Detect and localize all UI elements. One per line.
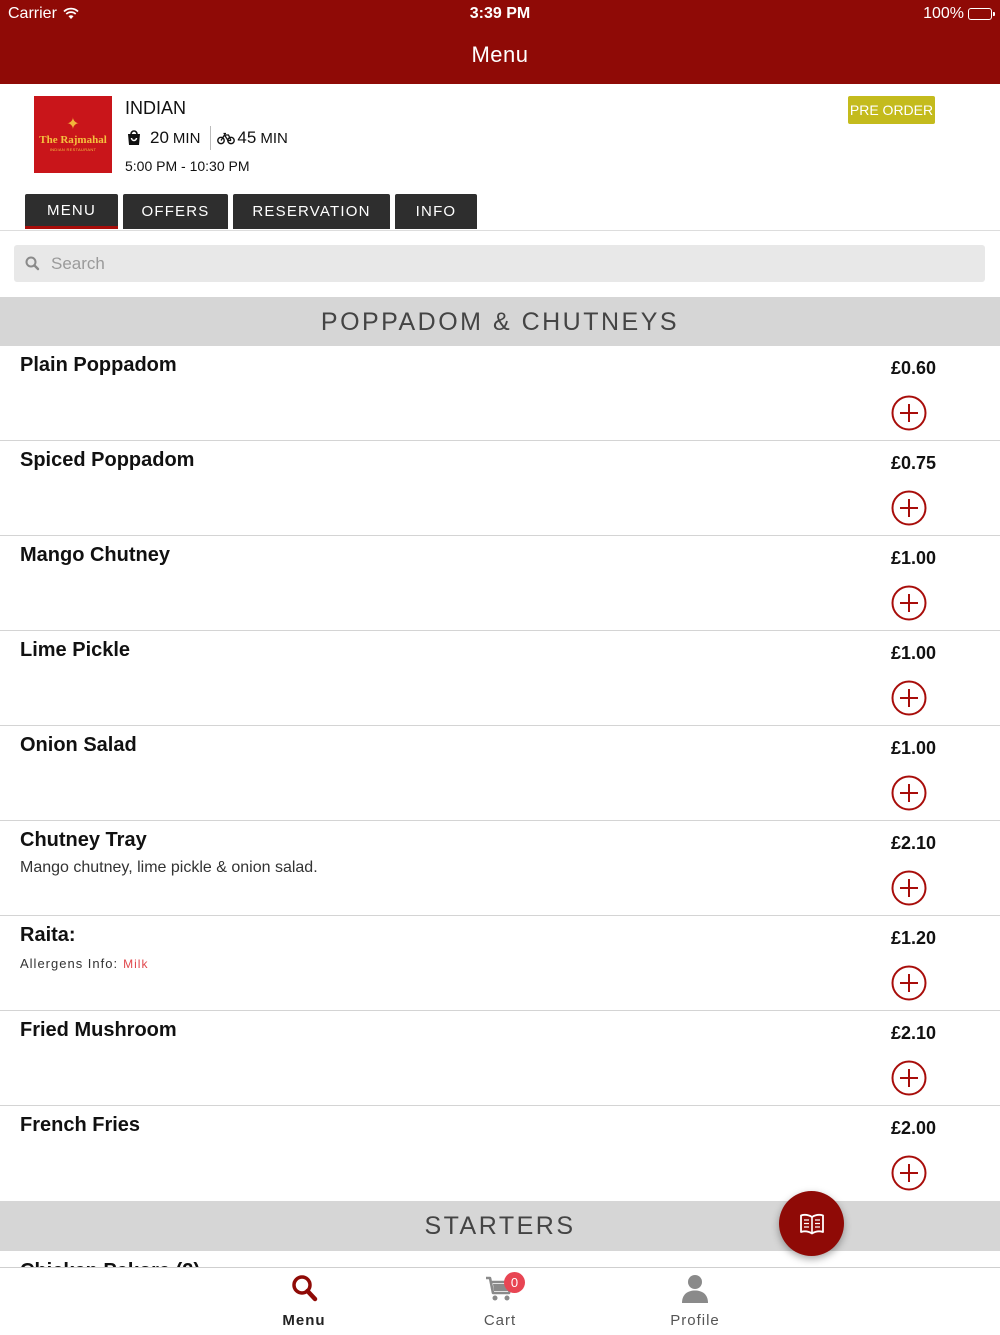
bicycle-icon	[217, 131, 235, 145]
bottom-tab-menu[interactable]	[244, 1268, 364, 1335]
delivery-time-unit: MIN	[260, 129, 288, 147]
item-price: £2.10	[890, 833, 936, 853]
add-circle-icon[interactable]	[891, 870, 927, 906]
cart-icon-wrap	[484, 1272, 519, 1304]
item-name: Lime Pickle	[20, 639, 131, 661]
add-circle-icon[interactable]	[891, 680, 927, 716]
tab-menu[interactable]: MENU	[25, 194, 118, 229]
item-name: Plain Poppadom	[20, 354, 177, 376]
item-name: Fried Mushroom	[20, 1019, 177, 1041]
cuisine-label: INDIAN	[125, 98, 187, 118]
bottom-tab-bar	[0, 1267, 1000, 1334]
nav-title: Menu	[471, 42, 529, 67]
menu-item[interactable]	[0, 821, 1000, 916]
bottom-tab-cart[interactable]	[440, 1268, 560, 1335]
menu-item-partial[interactable]	[0, 1250, 1000, 1267]
menu-item[interactable]	[0, 346, 1000, 441]
delivery-times	[126, 126, 288, 150]
allergens-info	[20, 956, 148, 971]
item-name: Mango Chutney	[20, 544, 170, 566]
item-name: Spiced Poppadom	[20, 449, 195, 471]
item-price: £0.60	[890, 358, 936, 378]
search-icon	[288, 1272, 320, 1304]
add-circle-icon[interactable]	[891, 585, 927, 621]
menu-item[interactable]	[0, 1106, 1000, 1201]
menu-item-list	[0, 346, 1000, 1201]
menu-item[interactable]	[0, 1011, 1000, 1106]
item-price: £2.00	[890, 1118, 936, 1138]
tab-reservation[interactable]: RESERVATION	[233, 194, 390, 229]
add-circle-icon[interactable]	[891, 775, 927, 811]
menu-categories-button[interactable]	[779, 1191, 844, 1256]
item-name: French Fries	[20, 1114, 141, 1136]
star-icon: ✦	[66, 116, 80, 133]
battery-icon	[968, 8, 992, 20]
book-icon	[798, 1212, 826, 1236]
restaurant-tabs	[25, 194, 477, 229]
collection-time: 20	[150, 128, 169, 147]
allergens-label: Allergens Info:	[20, 956, 119, 971]
search-input[interactable]	[51, 254, 951, 274]
bottom-tab-cart-label: Cart	[483, 1312, 517, 1329]
top-bar	[0, 0, 1000, 84]
delivery-time: 45	[237, 128, 257, 147]
status-bar	[0, 0, 1000, 28]
search-bar[interactable]	[14, 245, 985, 282]
add-circle-icon[interactable]	[891, 490, 927, 526]
menu-item[interactable]	[0, 536, 1000, 631]
collection-time-unit: MIN	[172, 129, 201, 147]
menu-item[interactable]	[0, 916, 1000, 1011]
add-circle-icon[interactable]	[891, 1155, 927, 1191]
bottom-tab-profile[interactable]	[635, 1268, 755, 1335]
item-price: £0.75	[890, 453, 936, 473]
item-price: £1.00	[890, 548, 936, 568]
menu-item[interactable]	[0, 631, 1000, 726]
item-name: Onion Salad	[20, 734, 137, 756]
profile-icon	[679, 1272, 711, 1304]
menu-item[interactable]	[0, 441, 1000, 536]
section-header-starters: STARTERS	[0, 1201, 1000, 1251]
battery-label: 100%	[923, 5, 964, 22]
logo-subtext: INDIAN RESTAURANT	[49, 147, 97, 152]
cart-count-badge: 0	[504, 1272, 525, 1293]
collection-bag-icon	[126, 130, 142, 146]
status-time: 3:39 PM	[469, 5, 531, 22]
bottom-tab-profile-label: Profile	[670, 1312, 720, 1329]
preorder-button[interactable]: PRE ORDER	[848, 96, 935, 124]
section-header-poppadom: POPPADOM & CHUTNEYS	[0, 297, 1000, 347]
logo-name: The Rajmahal	[39, 134, 107, 146]
add-circle-icon[interactable]	[891, 395, 927, 431]
allergens-value: Milk	[123, 957, 149, 971]
item-description: Mango chutney, lime pickle & onion salad.	[20, 859, 318, 876]
item-price: £1.00	[890, 643, 936, 663]
item-price: £1.00	[890, 738, 936, 758]
bottom-tab-menu-label: Menu	[282, 1312, 326, 1329]
item-price: £1.20	[890, 928, 936, 948]
tab-offers[interactable]: OFFERS	[123, 194, 228, 229]
carrier-label: Carrier	[8, 5, 57, 22]
restaurant-logo	[34, 96, 112, 173]
menu-item[interactable]	[0, 726, 1000, 821]
add-circle-icon[interactable]	[891, 1060, 927, 1096]
item-name: Raita:	[20, 924, 76, 946]
restaurant-header	[0, 84, 1000, 230]
search-icon	[24, 255, 42, 273]
header-divider	[0, 230, 1000, 231]
item-name: Chutney Tray	[20, 829, 147, 851]
tab-info[interactable]: INFO	[395, 194, 477, 229]
times-divider	[210, 126, 211, 150]
add-circle-icon[interactable]	[891, 965, 927, 1001]
item-price: £2.10	[890, 1023, 936, 1043]
battery-indicator	[923, 5, 992, 23]
opening-hours: 5:00 PM - 10:30 PM	[125, 158, 250, 174]
